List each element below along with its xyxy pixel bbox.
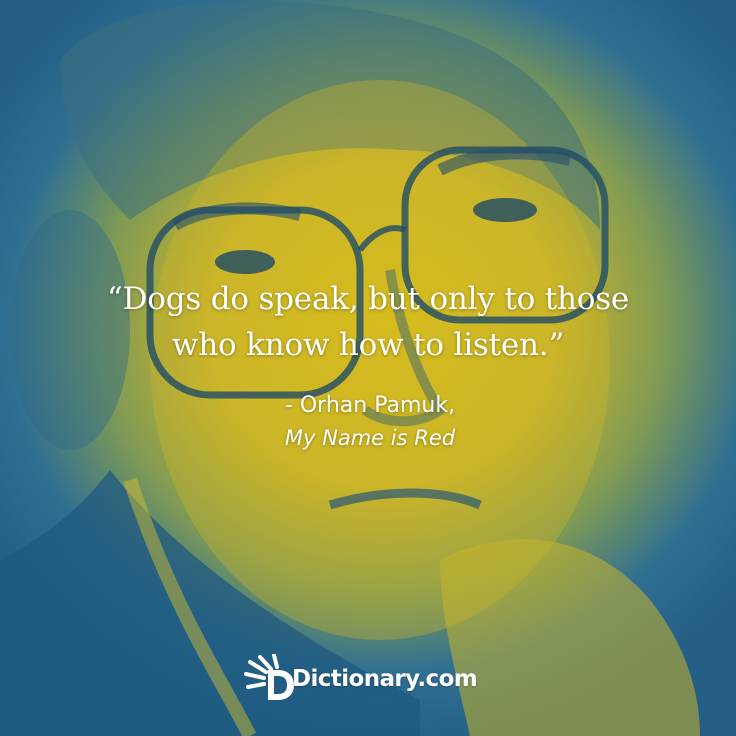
quote-line-1: “Dogs do speak, but only to those bbox=[106, 281, 630, 317]
quote-line-2: who know how to listen.” bbox=[171, 327, 565, 363]
attribution bbox=[200, 390, 540, 454]
book-title: My Name is Red bbox=[284, 426, 456, 450]
author-name: - Orhan Pamuk, bbox=[284, 393, 456, 418]
brand-name: Dictionary.com bbox=[292, 666, 478, 692]
dictionary-logo[interactable] bbox=[244, 654, 494, 704]
quote-text bbox=[40, 276, 696, 368]
